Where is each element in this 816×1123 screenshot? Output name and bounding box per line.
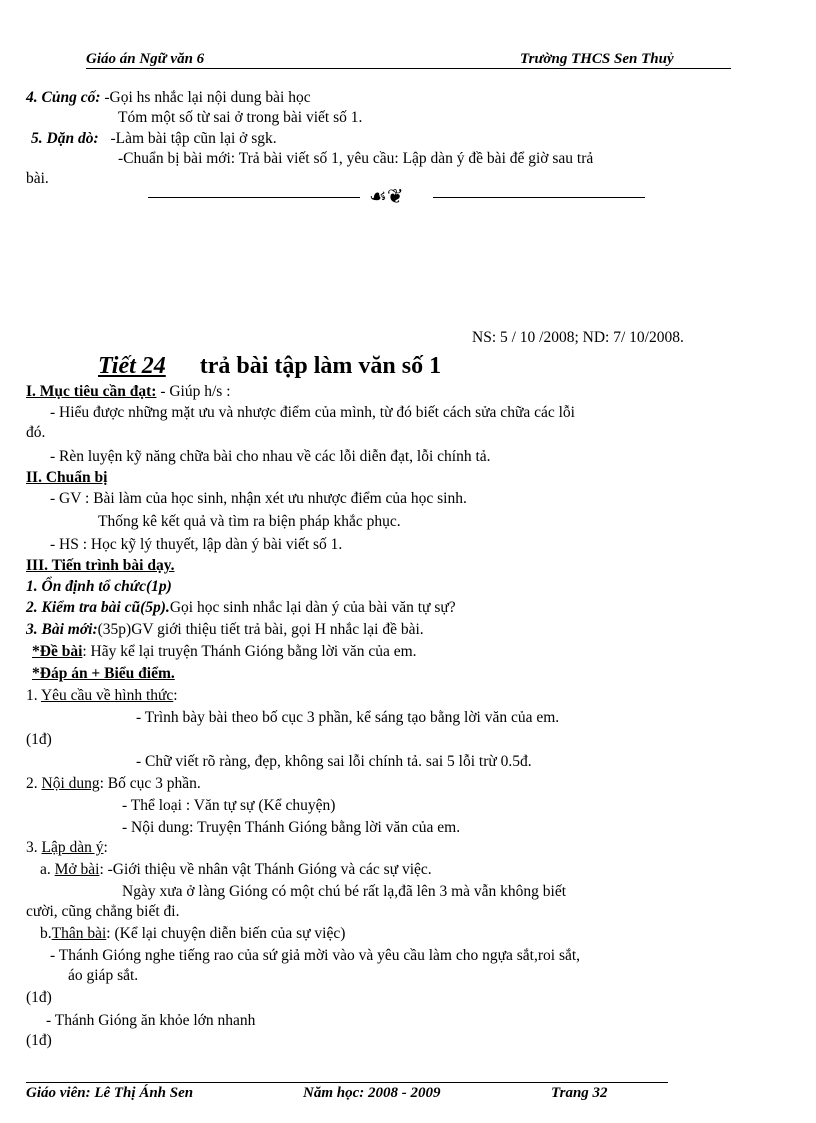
divider-ornament: ☙❦	[369, 186, 404, 208]
lesson-dates: NS: 5 / 10 /2008; ND: 7/ 10/2008.	[472, 329, 684, 346]
req-2-number: 2.	[26, 775, 42, 792]
req-1-label-end: :	[173, 687, 178, 704]
part-1-heading: I. Mục tiêu cần đạt:	[26, 383, 157, 400]
header-rule	[86, 68, 731, 69]
req-3-b-text: : (Kể lại chuyện diễn biến của sự việc)	[106, 925, 346, 942]
req-1-number: 1.	[26, 687, 41, 704]
header-left: Giáo án Ngữ văn 6	[86, 51, 205, 67]
part-2-heading: II. Chuẩn bị	[26, 469, 108, 486]
footer-year: Năm học: 2008 - 2009	[303, 1085, 441, 1101]
part-3-heading: III. Tiến trình bài dạy.	[26, 557, 175, 574]
req-1-score1: (1đ)	[26, 731, 52, 748]
req-3-a-text: : -Giới thiệu về nhân vật Thánh Gióng và các sự việc.	[99, 861, 432, 878]
req-3-label-end: :	[103, 839, 108, 856]
footer-rule	[26, 1082, 668, 1083]
part-2-hs: - HS : Học kỹ lý thuyết, lập dàn ý bài viết số 1.	[50, 536, 343, 553]
req-2-line1: - Thể loại : Văn tự sự (Kể chuyện)	[122, 797, 336, 814]
section-4-line1: -Gọi hs nhắc lại nội dung bài học	[104, 89, 311, 106]
req-1-label: Yêu cầu về hình thức	[40, 687, 174, 704]
header-right: Trường THCS Sen Thuỷ	[520, 51, 674, 67]
section-5-label: 5. Dặn dò:	[31, 130, 99, 147]
section-4-label: 4. Củng cố:	[26, 89, 101, 106]
part-3-step3	[26, 620, 424, 640]
req-3-number: 3.	[26, 839, 42, 856]
section-4	[26, 88, 311, 108]
part-1-line2: - Rèn luyện kỹ năng chữa bài cho nhau về các lỗi diễn đạt, lỗi chính tả.	[50, 448, 491, 465]
part-3-step2-text: Gọi học sinh nhắc lại dàn ý của bài văn tự sự?	[169, 599, 456, 616]
part-1-heading-row	[26, 382, 231, 402]
divider-left-rule	[148, 197, 360, 198]
part-2-gv2: Thống kê kết quả và tìm ra biện pháp khắc phục.	[98, 513, 401, 530]
section-5	[31, 129, 277, 149]
part-2-gv1: - GV : Bài làm của học sinh, nhận xét ưu nhược điểm của học sinh.	[50, 490, 467, 507]
section-4-line2: Tóm một số từ sai ở trong bài viết số 1.	[118, 109, 363, 126]
req-3-b-label: Thân bài	[51, 925, 107, 942]
req-3-score1: (1đ)	[26, 989, 52, 1006]
req-2-heading	[26, 774, 201, 794]
req-3-a-label: Mở bài	[54, 861, 100, 878]
footer-teacher: Giáo viên: Lê Thị Ánh Sen	[26, 1085, 194, 1101]
req-1-line2: - Chữ viết rõ ràng, đẹp, không sai lỗi chính tả. sai 5 lỗi trừ 0.5đ.	[136, 753, 532, 770]
req-3-score2: (1đ)	[26, 1032, 52, 1049]
section-5-line1: -Làm bài tập cũn lại ở sgk.	[110, 130, 277, 147]
part-3-de-bai-text: : Hãy kể lại truyện Thánh Gióng bằng lời văn của em.	[82, 643, 417, 660]
part-1-line1b: đó.	[26, 424, 46, 441]
part-3-step3-text: (35p)GV giới thiệu tiết trả bài, gọi H nhắc lại đề bài.	[97, 621, 424, 638]
part-3-step1: 1. Ổn định tổ chức(1p)	[26, 578, 172, 595]
req-3-b-line2: - Thánh Gióng ăn khỏe lớn nhanh	[46, 1012, 256, 1029]
req-3-mo-bai	[40, 860, 432, 880]
req-3-label: Lập dàn ý	[41, 839, 104, 856]
req-3-a-line2: Ngày xưa ở làng Gióng có một chú bé rất lạ,đã lên 3 mà vẫn không biết	[122, 883, 567, 900]
part-3-step2-label: 2. Kiểm tra bài cũ(5p).	[26, 599, 170, 616]
req-3-heading	[26, 838, 108, 858]
part-1-intro: - Giúp h/s :	[160, 383, 231, 400]
lesson-number: Tiết 24	[98, 353, 166, 379]
part-1-line1: - Hiểu được những mặt ưu và nhược điểm của mình, từ đó biết cách sửa chữa các lỗi	[50, 404, 575, 421]
req-3-b-line1b: áo giáp sắt.	[68, 967, 139, 984]
lesson-title-row	[98, 351, 441, 381]
req-3-a-prefix: a.	[40, 861, 55, 878]
req-3-b-line1: - Thánh Gióng nghe tiếng rao của sứ giả mời vào và yêu cầu làm cho ngựa sắt,roi sắt,	[50, 947, 581, 964]
part-3-de-bai	[32, 642, 417, 662]
lesson-title: trả bài tập làm văn số 1	[199, 353, 442, 379]
req-3-b-prefix: b.	[40, 925, 52, 942]
section-5-line3: bài.	[26, 170, 49, 187]
part-3-dap-an: *Đáp án + Biểu điểm.	[32, 665, 175, 682]
req-2-label: Nội dung	[41, 775, 100, 792]
part-3-step2	[26, 598, 456, 618]
footer-page: Trang 32	[551, 1085, 608, 1101]
req-1-line1: - Trình bày bài theo bố cục 3 phần, kể sáng tạo bằng lời văn của em.	[136, 709, 560, 726]
req-2-label-end: : Bố cục 3 phần.	[99, 775, 201, 792]
req-2-line2: - Nội dung: Truyện Thánh Gióng bằng lời văn của em.	[122, 819, 461, 836]
req-3-a-line3: cười, cũng chẳng biết đi.	[26, 903, 180, 920]
part-3-step3-label: 3. Bài mới:	[26, 621, 98, 638]
divider-right-rule	[433, 197, 645, 198]
req-1-heading	[26, 686, 178, 706]
section-5-line2: -Chuẩn bị bài mới: Trả bài viết số 1, yêu cầu: Lập dàn ý đề bài để giờ sau trả	[118, 150, 594, 167]
part-3-de-bai-label: *Đề bài	[32, 643, 83, 660]
req-3-than-bai	[40, 924, 345, 944]
